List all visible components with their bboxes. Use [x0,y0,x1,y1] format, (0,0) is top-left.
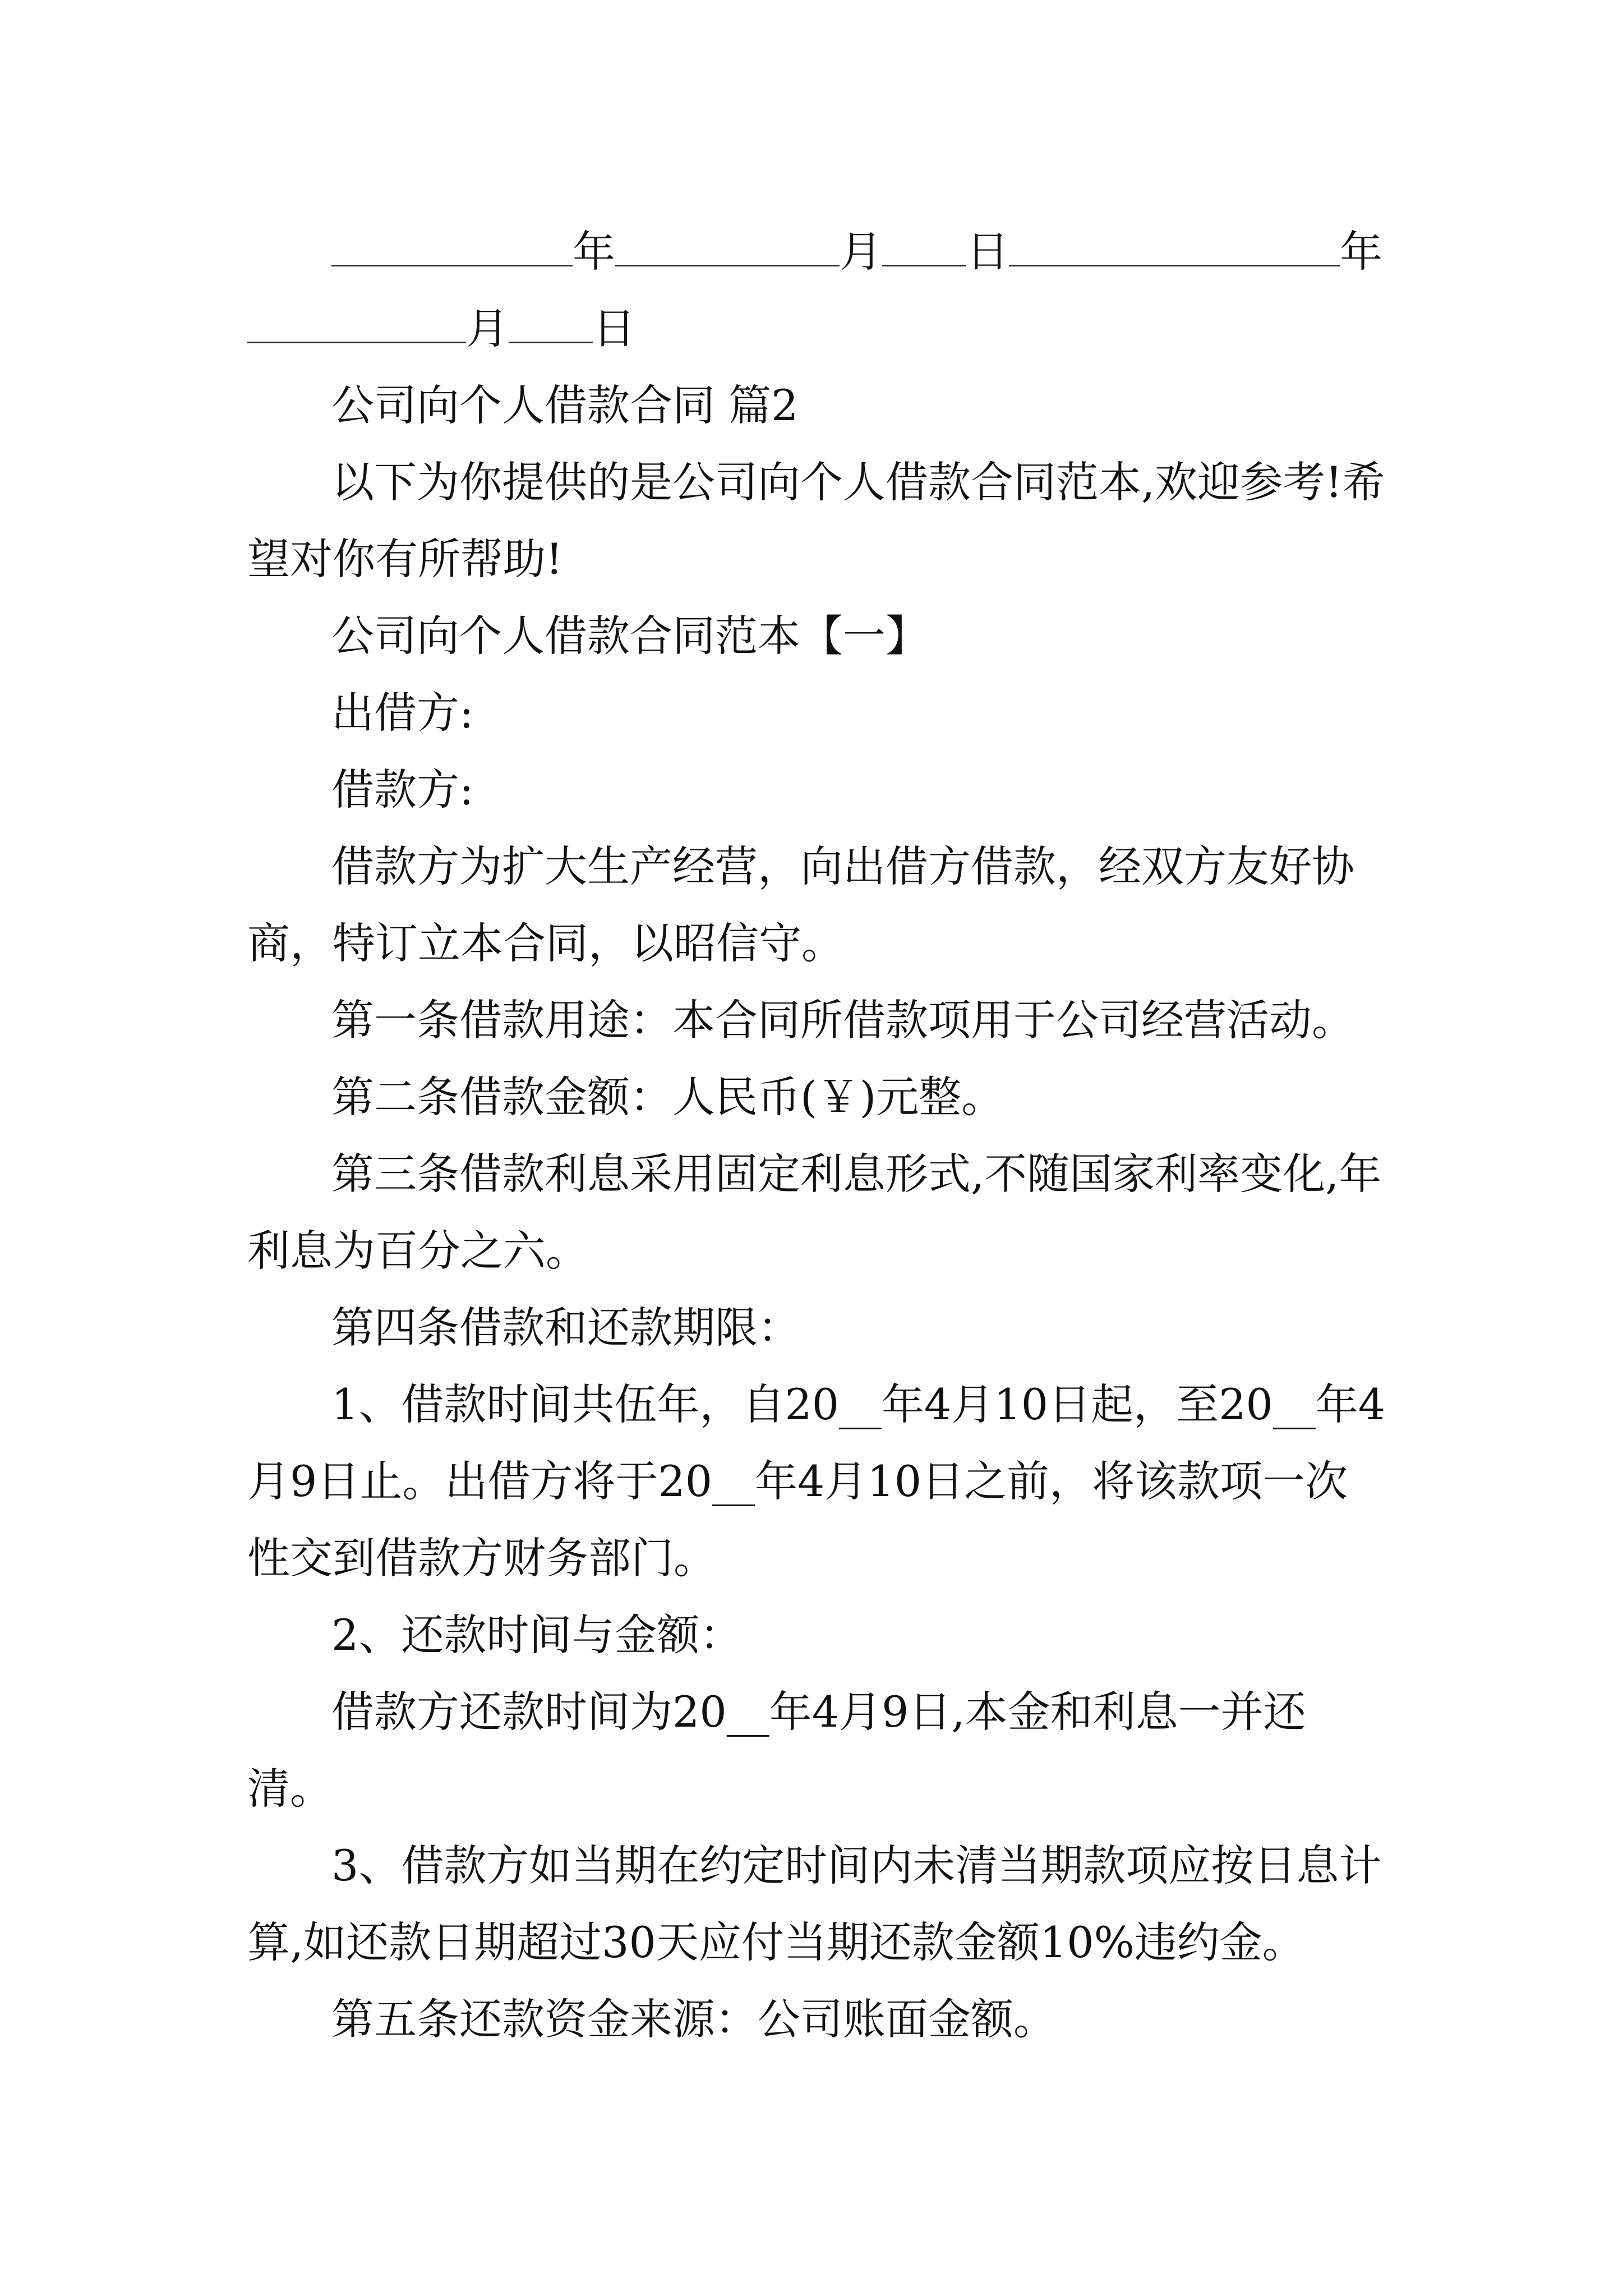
article-4: 第四条借款和还款期限： [331,1303,800,1352]
intro-paragraph: 以下为你提供的是公司向个人借款合同范本,欢迎参考!希望对你有所帮助! [247,457,1385,584]
day-label: 日 [966,227,1009,277]
article-4-item-2: 2、还款时间与金额： [331,1610,743,1660]
section-heading: 公司向个人借款合同 篇2 [331,380,799,430]
month-label-2: 月 [466,303,509,353]
article-5: 第五条还款资金来源：公司账面金额。 [331,1994,1056,2044]
lender-line: 出借方: [331,688,474,738]
day-label-2: 日 [593,303,635,353]
preamble-paragraph: 借款方为扩大生产经营，向出借方借款，经双方友好协商，特订立本合同，以昭信守。 [247,841,1354,968]
article-3: 第三条借款利息采用固定利息形式,不随国家利率变化,年利息为百分之六。 [247,1149,1382,1276]
document-body [247,213,1386,2058]
article-2: 第二条借款金额：人民币(￥)元整。 [331,1072,1004,1122]
month-blank [615,222,840,266]
article-1: 第一条借款用途：本合同所借款项用于公司经营活动。 [331,995,1354,1045]
year-blank [331,222,573,266]
sample-title: 公司向个人借款合同范本【一】 [331,611,928,661]
day-blank [882,222,966,266]
article-4-item-2-text: 借款方还款时间为20__年4月9日,本金和利息一并还清。 [247,1687,1306,1814]
year-label-2: 年 [1340,227,1382,277]
day-blank-2 [509,299,593,343]
date-line [247,213,1386,367]
year-label: 年 [573,227,615,277]
year-blank-2 [1009,222,1340,266]
article-4-item-3: 3、借款方如当期在约定时间内未清当期款项应按日息计算,如还款日期超过30天应付当期还款金额10%违约金。 [247,1841,1382,1967]
month-blank-2 [247,299,466,343]
article-4-item-1: 1、借款时间共伍年，自20__年4月10日起，至20__年4月9日止。出借方将于20__年4月10日之前，将该款项一次性交到借款方财务部门。 [247,1379,1386,1583]
month-label: 月 [840,227,882,277]
borrower-line: 借款方: [331,765,474,815]
